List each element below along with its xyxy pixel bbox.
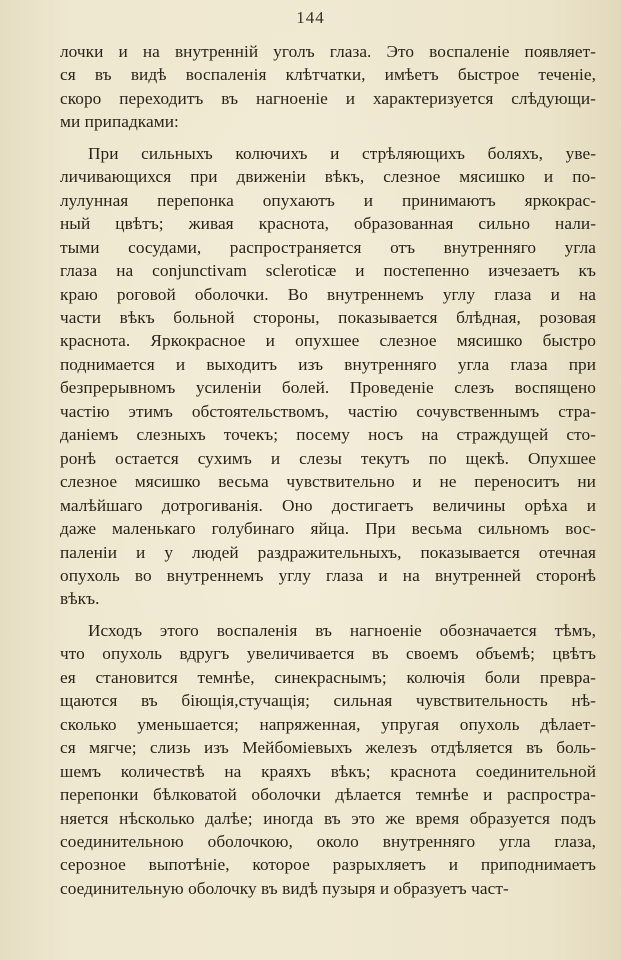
text-line: ронѣ остается сухимъ и слезы текутъ по щекѣ. Опухшее xyxy=(60,448,596,468)
text-line: данiемъ слезныхъ точекъ; посему носъ на страждущей сто- xyxy=(60,425,596,445)
text-line: вѣкъ. xyxy=(60,589,100,609)
text-line: малѣйшаго дотрогиванiя. Оно достигаетъ величины орѣха и xyxy=(60,495,596,515)
text-line: части вѣкъ больной стороны, показывается блѣдная, розовая xyxy=(60,307,596,327)
text-line: ми припадками: xyxy=(60,112,179,132)
text-line: что опухоль вдругъ увеличивается въ своемъ объемѣ; цвѣтъ xyxy=(60,644,596,664)
text-line: перепонки бѣлковатой оболочки дѣлается темнѣе и распростра- xyxy=(60,785,596,805)
body-text xyxy=(60,40,596,908)
text-line: ея становится темнѣе, синекраснымъ; колючiя боли превра- xyxy=(60,667,596,687)
text-line: скоро переходитъ въ нагноенiе и характеризуется слѣдующи- xyxy=(60,88,596,108)
text-line: Исходъ этого воспаленiя въ нагноенiе обозначается тѣмъ, xyxy=(88,620,596,640)
text-line: лулунная перепонка опухаютъ и принимаютъ яркокрас- xyxy=(60,190,596,210)
text-line: ся въ видѣ воспаленiя клѣтчатки, имѣетъ быстрое теченiе, xyxy=(60,65,596,85)
paragraph xyxy=(60,40,596,134)
paragraph xyxy=(60,142,596,611)
text-line: краснота. Яркокрасное и опухшее слезное мясишко быстро xyxy=(60,331,596,351)
text-line: безпрерывномъ усиленiи болей. Проведенiе слезъ воспящено xyxy=(60,378,596,398)
text-line: личивающихся при движенiи вѣкъ, слезное мясишко и по- xyxy=(60,167,596,187)
paragraph xyxy=(60,619,596,900)
text-line: лочки и на внутреннiй уголъ глаза. Это воспаленiе появляет- xyxy=(60,42,596,61)
text-line: частiю этимъ обстоятельствомъ, частiю сочувственнымъ стра- xyxy=(60,401,596,421)
text-line: соединительную оболочку въ видѣ пузыря и образуетъ част- xyxy=(60,878,509,898)
text-line: слезное мясишко весьма чувствительно и не переноситъ ни xyxy=(60,472,596,492)
page-number: 144 xyxy=(296,8,325,27)
text-line: паленiи и у людей раздражительныхъ, показывается отечная xyxy=(60,542,596,562)
text-line: даже маленькаго голубинаго яйца. При весьма сильномъ вос- xyxy=(60,519,596,539)
text-line: При сильныхъ колючихъ и стрѣляющихъ боляхъ, уве- xyxy=(88,143,596,163)
text-line: опухоль во внутреннемъ углу глаза и на внутренней сторонѣ xyxy=(60,565,596,585)
text-line: серозное выпотѣнiе, которое разрыхляетъ и приподнимаетъ xyxy=(60,855,596,875)
text-line: краю роговой оболочки. Во внутреннемъ углу глаза и на xyxy=(60,284,596,304)
text-line: глаза на conjunctivam scleroticæ и постепенно изчезаетъ къ xyxy=(60,261,596,281)
text-line: поднимается и выходитъ изъ внутренняго угла глаза при xyxy=(60,354,596,374)
text-line: ся мягче; слизь изъ Мейбомiевыхъ железъ отдѣляется въ боль- xyxy=(60,738,596,758)
text-line: ный цвѣтъ; живая краснота, образованная сильно нали- xyxy=(60,214,596,234)
text-line: щаются въ бiющiя,стучащiя; сильная чувствительность нѣ- xyxy=(60,691,596,711)
text-line: соединительною оболочкою, около внутренняго угла глаза, xyxy=(60,831,596,851)
text-line: няется нѣсколько далѣе; иногда въ это же время образуется подъ xyxy=(60,808,596,828)
text-line: тыми сосудами, распространяется отъ внутренняго угла xyxy=(60,237,596,257)
text-line: сколько уменьшается; напряженная, упругая опухоль дѣлает- xyxy=(60,714,596,734)
text-line: шемъ количествѣ на краяхъ вѣкъ; краснота соединительной xyxy=(60,761,596,781)
